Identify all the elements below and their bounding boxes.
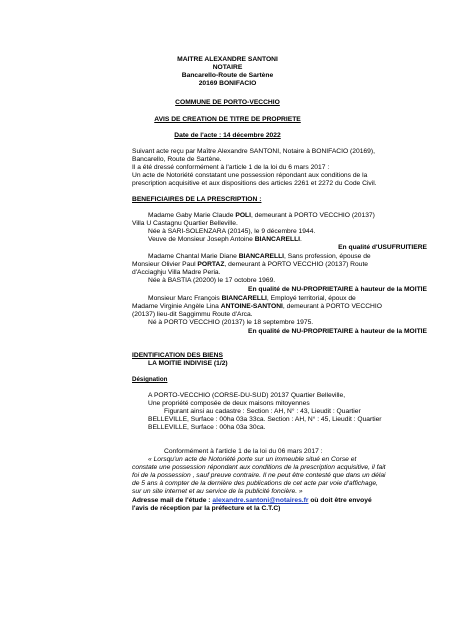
b3-qualite: En qualité de NU-PROPRIETAIRE à hauteur de la MOITIE xyxy=(248,328,427,335)
quote-line-3: foi de la possession , sauf preuve contraire. Il ne peut être contesté que dans un délai xyxy=(132,472,386,479)
b2-line-1: Madame Chantal Marie Diane BIANCARELLI, Sans profession, épouse de xyxy=(148,253,371,260)
b1-line-2: Villa U Castagnu Quartier Belleville. xyxy=(132,220,238,227)
identification-subtitle: LA MOITIE INDIVISE (1/2) xyxy=(148,360,228,367)
commune-title: COMMUNE DE PORTO-VECCHIO xyxy=(175,99,280,106)
designation-line-4: BELLEVILLE, Surface : 00ha 03a 33ca. Section : AH, N° : 45, Lieudit : Quartier xyxy=(148,416,382,423)
quote-line-2: constate une possession répondant aux conditions de la prescription acquisitive, il fait xyxy=(132,464,386,471)
b1-line-3: Née à SARI-SOLENZARA (20145), le 9 décembre 1944. xyxy=(148,228,316,235)
designation-heading: Désignation xyxy=(132,376,168,383)
intro-line-5: prescription acquisitive et aux dispositions des articles 2261 et 2272 du Code Civil. xyxy=(132,180,377,187)
b3-line-2: Madame Virginie Angèle Lina ANTOINE-SANTONI, demeurant à PORTO VECCHIO xyxy=(132,303,382,310)
quote-line-5: sur un site internet et au service de la publicité foncière. » xyxy=(132,488,303,495)
designation-line-1: A PORTO-VECCHIO (CORSE-DU-SUD) 20137 Quartier Belleville, xyxy=(148,392,346,399)
conformement-line: Conformément à l'article 1 de la loi du 06 mars 2017 : xyxy=(164,448,323,455)
b2-qualite: En qualité de NU-PROPRIETAIRE à hauteur de la MOITIE xyxy=(248,286,427,293)
b1-line-1: Madame Gaby Marie Claude POLI, demeurant à PORTO VECCHIO (20137) xyxy=(148,212,375,219)
intro-line-3: Il a été dressé conformément à l'article 1 de la loi du 6 mars 2017 : xyxy=(132,164,330,171)
act-date: Date de l'acte : 14 décembre 2022 xyxy=(174,132,281,139)
beneficiaires-title: BENEFICIAIRES DE LA PRESCRIPTION : xyxy=(132,196,262,203)
notary-name: MAITRE ALEXANDRE SANTONI xyxy=(177,56,278,63)
designation-line-2: Une propriété composée de deux maisons mitoyennes xyxy=(148,400,310,407)
b2-line-3: d'Acciaghju Villa Madre Peria. xyxy=(132,269,221,276)
intro-line-4: Un acte de Notoriété constatant une possession répondant aux conditions de la xyxy=(132,172,368,179)
b1-qualite: En qualité d'USUFRUITIERE xyxy=(338,244,427,251)
b3-line-1: Monsieur Marc François BIANCARELLI, Employé territorial, époux de xyxy=(148,295,356,302)
designation-line-3: Figurant ainsi au cadastre : Section : AH, N° : 43, Lieudit : Quartier xyxy=(164,408,361,415)
quote-line-1: « Lorsqu'un acte de Notoriété porte sur un immeuble situé en Corse et xyxy=(148,456,357,463)
intro-line-1: Suivant acte reçu par Maître Alexandre SANTONI, Notaire à BONIFACIO (20169), xyxy=(132,148,375,155)
notary-role: NOTAIRE xyxy=(212,64,243,71)
designation-line-5: BELLEVILLE, Surface : 00ha 03a 30ca. xyxy=(148,424,266,431)
b2-line-4: Née à BASTIA (20200) le 17 octobre 1969. xyxy=(148,277,276,284)
b1-line-4: Veuve de Monsieur Joseph Antoine BIANCARELLI. xyxy=(148,236,302,243)
intro-line-2: Bancarello, Route de Sartène. xyxy=(132,156,222,163)
email-link[interactable]: alexandre.santoni@notaires.fr xyxy=(212,497,309,504)
b2-line-2: Monsieur Olivier Paul PORTAZ, demeurant à PORTO VECCHIO (20137) Route xyxy=(132,261,369,268)
notary-address: Bancarello-Route de Sartène xyxy=(181,72,274,79)
identification-title: IDENTIFICATION DES BIENS xyxy=(132,352,223,359)
mail-line: Adresse mail de l'étude : alexandre.santoni@notaires.fr où doit être envoyé xyxy=(132,497,372,504)
reception-line: l'avis de réception par la préfecture et la C.T.C) xyxy=(132,505,281,512)
b3-line-4: Né à PORTO VECCHIO (20137) le 18 septembre 1975. xyxy=(148,319,314,326)
avis-title: AVIS DE CREATION DE TITRE DE PROPRIETE xyxy=(154,116,301,123)
notary-city: 20169 BONIFACIO xyxy=(198,80,257,87)
quote-line-4: de 5 ans à compter de la dernière des publications de cet acte par voie d'affichage, xyxy=(132,480,378,487)
b3-line-3: (20137) lieu-dit Saggimmu Route d'Arca. xyxy=(132,311,253,318)
